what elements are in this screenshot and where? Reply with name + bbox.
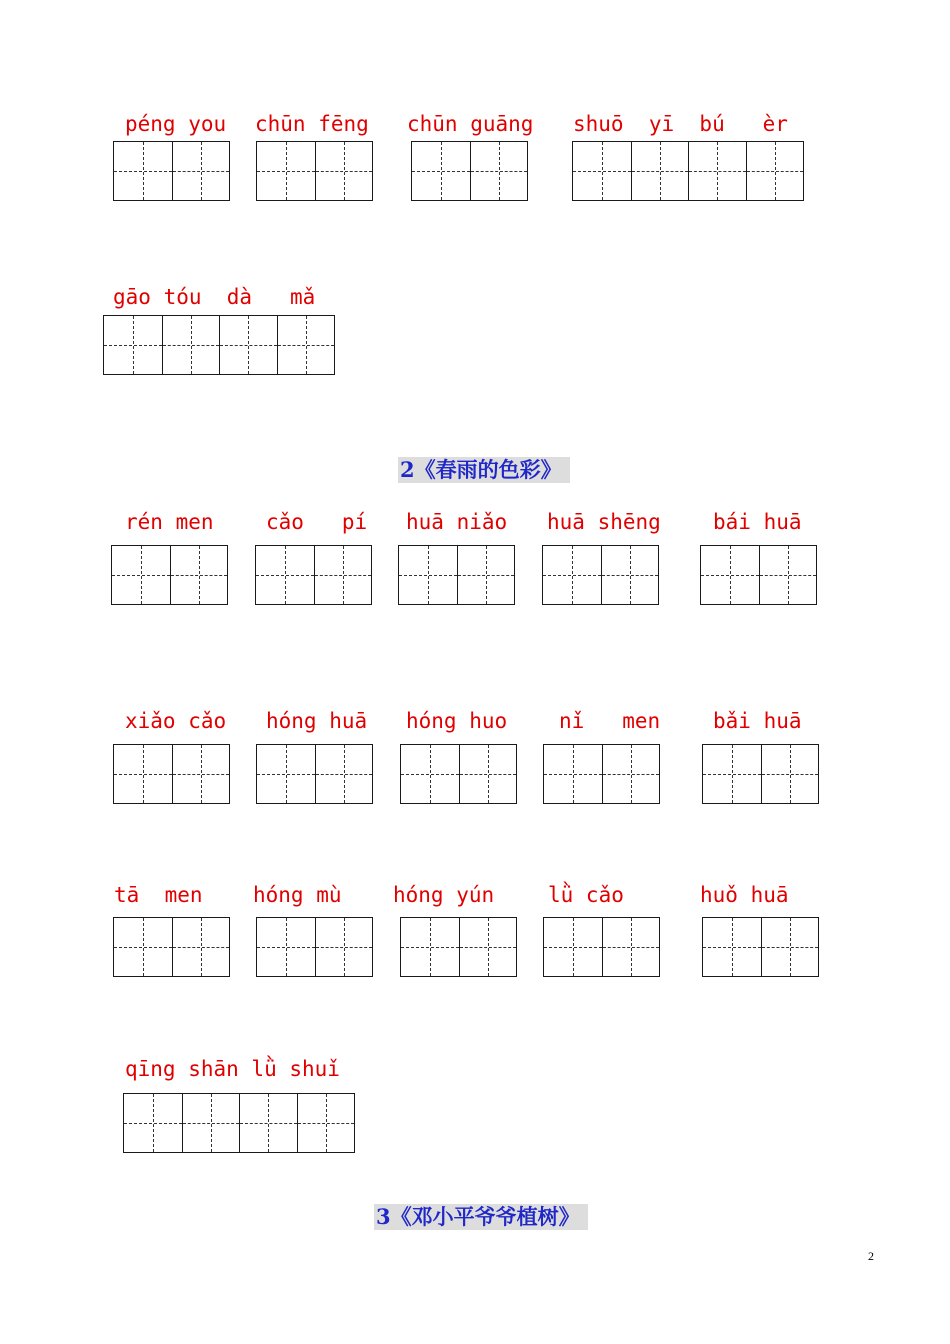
char-cell[interactable] (114, 918, 172, 976)
char-cell[interactable] (703, 745, 761, 803)
pinyin-label: lǜ cǎo (548, 883, 624, 907)
tianzige-grid (700, 545, 817, 605)
char-cell[interactable] (459, 745, 517, 803)
char-cell[interactable] (761, 918, 819, 976)
pinyin-label: péng you (125, 112, 227, 136)
char-cell[interactable] (601, 546, 659, 604)
tianzige-grid (256, 917, 373, 977)
char-cell[interactable] (746, 142, 804, 200)
pinyin-label: gāo tóu dà mǎ (113, 285, 316, 309)
pinyin-label: shuō yī bú èr (573, 112, 788, 136)
char-cell[interactable] (162, 316, 220, 374)
lesson-title: 2《春雨的色彩》 (398, 457, 570, 483)
char-cell[interactable] (544, 918, 602, 976)
char-cell[interactable] (170, 546, 228, 604)
char-cell[interactable] (219, 316, 277, 374)
char-cell[interactable] (182, 1094, 240, 1152)
char-cell[interactable] (112, 546, 170, 604)
tianzige-grid (256, 744, 373, 804)
char-cell[interactable] (703, 918, 761, 976)
tianzige-grid (542, 545, 659, 605)
char-cell[interactable] (257, 918, 315, 976)
tianzige-grid (256, 141, 373, 201)
char-cell[interactable] (239, 1094, 297, 1152)
char-cell[interactable] (401, 745, 459, 803)
tianzige-grid (411, 141, 528, 201)
char-cell[interactable] (256, 546, 314, 604)
tianzige-grid (113, 744, 230, 804)
pinyin-label: xiǎo cǎo (125, 709, 227, 733)
char-cell[interactable] (701, 546, 759, 604)
char-cell[interactable] (315, 745, 373, 803)
tianzige-grid (543, 917, 660, 977)
pinyin-label: chūn fēng (255, 112, 369, 136)
char-cell[interactable] (314, 546, 372, 604)
pinyin-label: huǒ huā (700, 883, 789, 907)
pinyin-label: nǐ men (559, 709, 661, 733)
pinyin-label: hóng yún (393, 883, 495, 907)
char-cell[interactable] (172, 918, 230, 976)
tianzige-grid (255, 545, 372, 605)
char-cell[interactable] (459, 918, 517, 976)
tianzige-grid (543, 744, 660, 804)
pinyin-label: cǎo pí (266, 510, 368, 534)
pinyin-label: rén men (125, 510, 214, 534)
tianzige-grid (400, 744, 517, 804)
char-cell[interactable] (573, 142, 631, 200)
char-cell[interactable] (104, 316, 162, 374)
char-cell[interactable] (277, 316, 335, 374)
pinyin-label: bái huā (713, 510, 802, 534)
char-cell[interactable] (470, 142, 528, 200)
char-cell[interactable] (401, 918, 459, 976)
char-cell[interactable] (172, 745, 230, 803)
char-cell[interactable] (257, 745, 315, 803)
char-cell[interactable] (688, 142, 746, 200)
char-cell[interactable] (543, 546, 601, 604)
tianzige-grid (113, 141, 230, 201)
tianzige-grid (572, 141, 804, 201)
char-cell[interactable] (631, 142, 689, 200)
pinyin-label: bǎi huā (713, 709, 802, 733)
char-cell[interactable] (544, 745, 602, 803)
char-cell[interactable] (399, 546, 457, 604)
char-cell[interactable] (297, 1094, 355, 1152)
char-cell[interactable] (412, 142, 470, 200)
tianzige-grid (103, 315, 335, 375)
pinyin-label: tā men (114, 883, 203, 907)
page-number: 2 (868, 1249, 874, 1263)
pinyin-label: qīng shān lǜ shuǐ (125, 1057, 340, 1081)
char-cell[interactable] (761, 745, 819, 803)
pinyin-label: hóng huā (266, 709, 368, 733)
pinyin-label: hóng mù (253, 883, 342, 907)
tianzige-grid (111, 545, 228, 605)
tianzige-grid (123, 1093, 355, 1153)
tianzige-grid (113, 917, 230, 977)
char-cell[interactable] (172, 142, 230, 200)
pinyin-label: hóng huo (406, 709, 508, 733)
pinyin-label: huā shēng (547, 510, 661, 534)
char-cell[interactable] (257, 142, 315, 200)
tianzige-grid (398, 545, 515, 605)
char-cell[interactable] (114, 142, 172, 200)
char-cell[interactable] (315, 918, 373, 976)
tianzige-grid (400, 917, 517, 977)
char-cell[interactable] (759, 546, 817, 604)
pinyin-label: chūn guāng (407, 112, 534, 136)
char-cell[interactable] (315, 142, 373, 200)
tianzige-grid (702, 917, 819, 977)
tianzige-grid (702, 744, 819, 804)
pinyin-label: huā niǎo (406, 510, 508, 534)
char-cell[interactable] (602, 918, 660, 976)
char-cell[interactable] (602, 745, 660, 803)
lesson-title: 3《邓小平爷爷植树》 (374, 1204, 588, 1230)
char-cell[interactable] (457, 546, 515, 604)
char-cell[interactable] (124, 1094, 182, 1152)
char-cell[interactable] (114, 745, 172, 803)
